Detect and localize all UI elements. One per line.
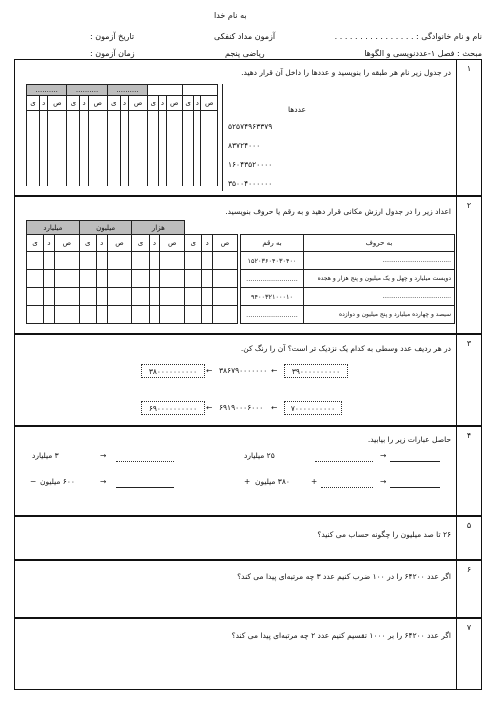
digit-cell[interactable] [96, 306, 107, 324]
basmala: به نام خدا [214, 11, 247, 20]
digit-cell[interactable] [132, 270, 149, 288]
digit-cell[interactable] [166, 156, 182, 171]
unit-cell: د [202, 235, 213, 252]
digit-cell[interactable] [213, 270, 238, 288]
digit-cell[interactable] [88, 126, 107, 141]
digit-cell[interactable] [194, 111, 201, 127]
group-header-thousand: هزار [132, 221, 185, 235]
question-number: ۶ [466, 565, 472, 574]
digit-cell[interactable] [54, 306, 79, 324]
digit-cell[interactable] [79, 306, 96, 324]
digit-cell[interactable] [80, 126, 88, 141]
digit-cell[interactable] [202, 288, 213, 306]
group-header-million: میلیون [79, 221, 132, 235]
digit-cell[interactable] [120, 111, 128, 127]
digit-cell[interactable] [201, 141, 218, 156]
subject-label: ریاضی پنجم [225, 49, 265, 58]
digit-cell[interactable] [44, 306, 55, 324]
digit-cell[interactable] [88, 111, 107, 127]
question-number: ۱ [466, 64, 472, 73]
digit-cell[interactable] [201, 171, 218, 186]
middle-number-1: ۳۸۶۷۹۰۰۰۰۰۰۰ [219, 366, 268, 375]
digit-cell[interactable] [96, 252, 107, 270]
digit-cell[interactable] [44, 288, 55, 306]
digit-cell[interactable] [120, 156, 128, 171]
question-6-box [14, 560, 482, 618]
digit-cell[interactable] [201, 126, 218, 141]
digit-cell[interactable] [159, 111, 166, 127]
expr-3-answer-line[interactable] [390, 487, 440, 488]
unit-cell: ص [213, 235, 238, 252]
digit-cell[interactable] [185, 288, 202, 306]
unit-cell: د [149, 235, 160, 252]
unit-cell: ی [27, 235, 44, 252]
digit-cell[interactable] [159, 126, 166, 141]
digit-cell[interactable] [159, 171, 166, 186]
digit-cell[interactable] [107, 288, 132, 306]
digit-cell[interactable] [201, 156, 218, 171]
words-digits-table [240, 234, 455, 324]
digit-cell[interactable] [160, 288, 185, 306]
unit-cell: ی [79, 235, 96, 252]
digit-cell[interactable] [67, 171, 80, 186]
digit-cell[interactable] [166, 171, 182, 186]
digit-cell[interactable] [202, 270, 213, 288]
expr-3-input[interactable] [321, 487, 373, 488]
digit-cell[interactable] [67, 141, 80, 156]
digit-cell[interactable] [182, 111, 193, 127]
unit-cell: ص [88, 96, 107, 111]
digit-cell[interactable] [48, 126, 67, 141]
digits-cell[interactable]: ......................... [241, 270, 304, 288]
question-number: ۷ [466, 623, 472, 632]
unit-cell: د [96, 235, 107, 252]
question-number: ۳ [466, 339, 472, 348]
digit-cell[interactable] [202, 306, 213, 324]
expr-3-op: + [244, 477, 251, 486]
nearest-right-2[interactable]: ۷۰۰۰۰۰۰۰۰۰۰ [284, 401, 342, 415]
unit-cell: ی [185, 235, 202, 252]
number-item: ۳۵۰۰۴۰۰۰۰۰۰ [228, 179, 273, 188]
unit-cell: د [80, 96, 88, 111]
digit-cell[interactable] [44, 270, 55, 288]
digit-cell[interactable] [48, 156, 67, 171]
digit-cell[interactable] [159, 156, 166, 171]
digit-cell[interactable] [166, 111, 182, 127]
digit-cell[interactable] [27, 252, 44, 270]
digit-cell[interactable] [107, 126, 120, 141]
unit-cell: ی [27, 96, 40, 111]
school-name: آزمون مداد کنفکی [214, 32, 276, 41]
digit-cell[interactable] [201, 111, 218, 127]
class-header-cell[interactable]: .......... [67, 85, 107, 96]
expr-3-label: ۳۸۰ میلیون [255, 477, 290, 486]
expr-4-label: ۶۰۰ میلیون [40, 477, 75, 486]
unit-cell: ی [148, 96, 159, 111]
question-number: ۲ [466, 201, 472, 210]
digits-cell[interactable]: ۹۴۰۰۳۲۱۰۰۰۱۰ [241, 288, 304, 306]
digit-cell[interactable] [40, 156, 48, 171]
digit-cell[interactable] [79, 252, 96, 270]
digit-cell[interactable] [182, 171, 193, 186]
digit-cell[interactable] [185, 306, 202, 324]
digit-cell[interactable] [159, 141, 166, 156]
digit-cell[interactable] [27, 306, 44, 324]
number-item: ۱۶۰۴۳۵۲۰۰۰۰ [228, 160, 273, 169]
unit-cell: ص [201, 96, 218, 111]
digit-cell[interactable] [160, 252, 185, 270]
unit-cell: ص [54, 235, 79, 252]
digit-cell[interactable] [80, 141, 88, 156]
arrow-right-1: ← [271, 366, 278, 375]
nearest-left-1[interactable]: ۳۸۰۰۰۰۰۰۰۰۰۰ [141, 364, 205, 378]
digit-cell[interactable] [107, 270, 132, 288]
digit-cell[interactable] [48, 111, 67, 127]
digit-cell[interactable] [96, 288, 107, 306]
digit-cell[interactable] [194, 141, 201, 156]
digit-cell[interactable] [148, 141, 159, 156]
unit-cell: ی [67, 96, 80, 111]
digit-cell[interactable] [88, 156, 107, 171]
question-number: ۴ [466, 431, 472, 440]
digit-cell[interactable] [129, 111, 148, 127]
words-cell[interactable]: سیصد و چهارده میلیارد و پنج میلیون و دوازده [304, 306, 455, 324]
unit-cell: ص [129, 96, 148, 111]
question-number: ۵ [466, 521, 472, 530]
digit-cell[interactable] [185, 252, 202, 270]
digit-cell[interactable] [27, 126, 40, 141]
nearest-left-2[interactable]: ۶۹۰۰۰۰۰۰۰۰۰۰ [141, 401, 205, 415]
digit-cell[interactable] [27, 156, 40, 171]
question-7-box [14, 618, 482, 690]
expr-2-input[interactable] [116, 461, 174, 462]
group-header-billion: میلیارد [27, 221, 80, 235]
question-number-column [456, 427, 481, 515]
digit-cell[interactable] [107, 171, 120, 186]
name-field-label: نام و نام خانوادگی : . . . . . . . . . . . . . . . . [334, 32, 482, 41]
unit-cell: ی [132, 235, 149, 252]
digit-cell[interactable] [185, 270, 202, 288]
expr-2-label: ۳ میلیارد [32, 451, 59, 460]
digit-cell[interactable] [27, 288, 44, 306]
digit-cell[interactable] [40, 126, 48, 141]
digit-cell[interactable] [27, 141, 40, 156]
words-cell[interactable]: .................................... [304, 252, 455, 270]
digit-cell[interactable] [148, 156, 159, 171]
digit-cell[interactable] [160, 270, 185, 288]
digit-cell[interactable] [79, 288, 96, 306]
question-prompt: در هر ردیف عدد وسطی به کدام یک نزدیک تر است؟ آن را رنگ کن. [240, 344, 451, 353]
expr-4-op: − [30, 477, 37, 486]
question-prompt: اعداد زیر را در جدول ارزش مکانی قرار دهید و به رقم یا حروف بنویسید. [225, 207, 451, 216]
digit-cell[interactable] [48, 171, 67, 186]
expr-1-arrow: → [380, 451, 387, 460]
digit-cell[interactable] [120, 171, 128, 186]
class-header-cell[interactable] [148, 85, 183, 96]
digit-cell[interactable] [107, 141, 120, 156]
middle-number-2: ۶۹۱۹۰۰۰۶۰۰۰ [219, 403, 264, 412]
exam-duration-label: زمان آزمون : [90, 49, 135, 58]
digit-cell[interactable] [79, 270, 96, 288]
digit-cell[interactable] [80, 156, 88, 171]
nearest-right-1[interactable]: ۳۹۰۰۰۰۰۰۰۰۰۰ [284, 364, 348, 378]
digit-cell[interactable] [182, 156, 193, 171]
unit-cell: د [44, 235, 55, 252]
digit-cell[interactable] [44, 252, 55, 270]
arrow-right-2: ← [271, 403, 278, 412]
digit-cell[interactable] [182, 141, 193, 156]
words-cell[interactable]: دویست میلیارد و چهل و یک میلیون و پنج هزار و هجده [304, 270, 455, 288]
digit-cell[interactable] [67, 156, 80, 171]
arrow-left-1: ← [206, 366, 213, 375]
digit-cell[interactable] [107, 156, 120, 171]
digit-cell[interactable] [213, 252, 238, 270]
digit-cell[interactable] [27, 270, 44, 288]
question-4-box [14, 426, 482, 516]
expr-4-answer-line[interactable] [116, 487, 174, 488]
expr-4-arrow: → [100, 477, 107, 486]
class-header-cell[interactable] [182, 85, 217, 96]
digit-cell[interactable] [54, 252, 79, 270]
arrow-left-2: ← [206, 403, 213, 412]
class-header-cell[interactable]: .......... [27, 85, 67, 96]
digit-cell[interactable] [148, 111, 159, 127]
digit-cell[interactable] [67, 111, 80, 127]
question-3-box [14, 334, 482, 426]
unit-cell: د [194, 96, 201, 111]
digit-cell[interactable] [129, 171, 148, 186]
expr-1-answer-line[interactable] [390, 461, 440, 462]
unit-cell: ی [107, 96, 120, 111]
digit-cell[interactable] [166, 126, 182, 141]
digit-cell[interactable] [149, 306, 160, 324]
question-prompt: اگر عدد ۶۴۲۰۰ را در ۱۰۰ ضرب کنیم عدد ۳ چه مرتبه‌ای پیدا می کند؟ [237, 572, 451, 581]
question-5-box [14, 516, 482, 560]
digit-cell[interactable] [129, 141, 148, 156]
digit-cell[interactable] [132, 288, 149, 306]
expr-1-input[interactable] [315, 461, 373, 462]
question-prompt: حاصل عبارات زیر را بیابید. [367, 435, 451, 444]
exam-date-label: تاریخ آزمون : [90, 32, 135, 41]
digit-cell[interactable] [27, 111, 40, 127]
numbers-column-header: عددها [288, 105, 306, 114]
digits-cell[interactable]: ۱۵۲۰۳۶۰۴۰۳۰۴۰۰ [241, 252, 304, 270]
unit-cell: ص [107, 235, 132, 252]
digit-cell[interactable] [54, 288, 79, 306]
place-value-table-2 [26, 220, 238, 324]
digit-cell[interactable] [129, 156, 148, 171]
digit-cell[interactable] [213, 288, 238, 306]
unit-cell: ص [160, 235, 185, 252]
digit-cell[interactable] [107, 252, 132, 270]
digit-cell[interactable] [96, 270, 107, 288]
words-cell[interactable]: .................................... [304, 288, 455, 306]
digit-cell[interactable] [107, 306, 132, 324]
digit-cell[interactable] [149, 252, 160, 270]
expr-2-arrow: → [100, 451, 107, 460]
digit-cell[interactable] [194, 126, 201, 141]
digits-cell[interactable]: ......................... [241, 306, 304, 324]
digit-cell[interactable] [148, 126, 159, 141]
digit-cell[interactable] [120, 141, 128, 156]
number-item: ۵۲۵۷۴۹۶۳۳۷۹ [228, 122, 273, 131]
digit-cell[interactable] [107, 111, 120, 127]
digit-cell[interactable] [80, 111, 88, 127]
expr-1-label: ۲۵ میلیارد [244, 451, 275, 460]
numbers-column-divider [222, 84, 223, 191]
digit-cell[interactable] [213, 306, 238, 324]
digit-cell[interactable] [27, 171, 40, 186]
digit-cell[interactable] [48, 141, 67, 156]
expr-3-op2: + [311, 477, 318, 486]
question-prompt: ۲۶ تا صد میلیون را چگونه حساب می کنید؟ [317, 530, 451, 539]
digit-cell[interactable] [54, 270, 79, 288]
digit-cell[interactable] [132, 252, 149, 270]
digit-cell[interactable] [149, 270, 160, 288]
question-number-column [456, 335, 481, 425]
class-header-cell[interactable]: .......... [107, 85, 147, 96]
unit-cell: ص [166, 96, 182, 111]
digit-cell[interactable] [40, 111, 48, 127]
unit-cell: د [40, 96, 48, 111]
unit-cell: ص [48, 96, 67, 111]
digit-cell[interactable] [88, 171, 107, 186]
blank-header [185, 221, 238, 235]
digit-cell[interactable] [194, 171, 201, 186]
question-prompt: در جدول زیر نام هر طبقه را بنویسید و عددها را داخل آن قرار دهید. [241, 68, 451, 77]
topic-label: مبحث : فصل ۱-عددنویسی و الگوها [364, 49, 482, 58]
question-number-column [456, 60, 481, 195]
digit-cell[interactable] [67, 126, 80, 141]
digit-cell[interactable] [129, 126, 148, 141]
digit-cell[interactable] [40, 141, 48, 156]
expr-3-arrow: → [380, 477, 387, 486]
unit-cell: ی [182, 96, 193, 111]
question-number-column [456, 197, 481, 333]
digit-cell[interactable] [148, 171, 159, 186]
number-item: ۸۳۷۲۴۰۰۰ [228, 141, 261, 150]
digit-cell[interactable] [202, 252, 213, 270]
digit-cell[interactable] [132, 306, 149, 324]
unit-cell: د [159, 96, 166, 111]
question-prompt: اگر عدد ۶۴۲۰۰ را بر ۱۰۰۰ تقسیم کنیم عدد ۲ چه مرتبه‌ای پیدا می کند؟ [231, 631, 451, 640]
words-column-header: به حروف [304, 235, 455, 252]
unit-cell: د [120, 96, 128, 111]
digit-cell[interactable] [149, 288, 160, 306]
digit-cell[interactable] [88, 141, 107, 156]
digit-cell[interactable] [120, 126, 128, 141]
digit-cell[interactable] [182, 126, 193, 141]
digit-cell[interactable] [166, 141, 182, 156]
digit-cell[interactable] [80, 171, 88, 186]
digits-column-header: به رقم [241, 235, 304, 252]
digit-cell[interactable] [194, 156, 201, 171]
digit-cell[interactable] [40, 171, 48, 186]
place-value-table-1 [26, 84, 218, 186]
digit-cell[interactable] [160, 306, 185, 324]
